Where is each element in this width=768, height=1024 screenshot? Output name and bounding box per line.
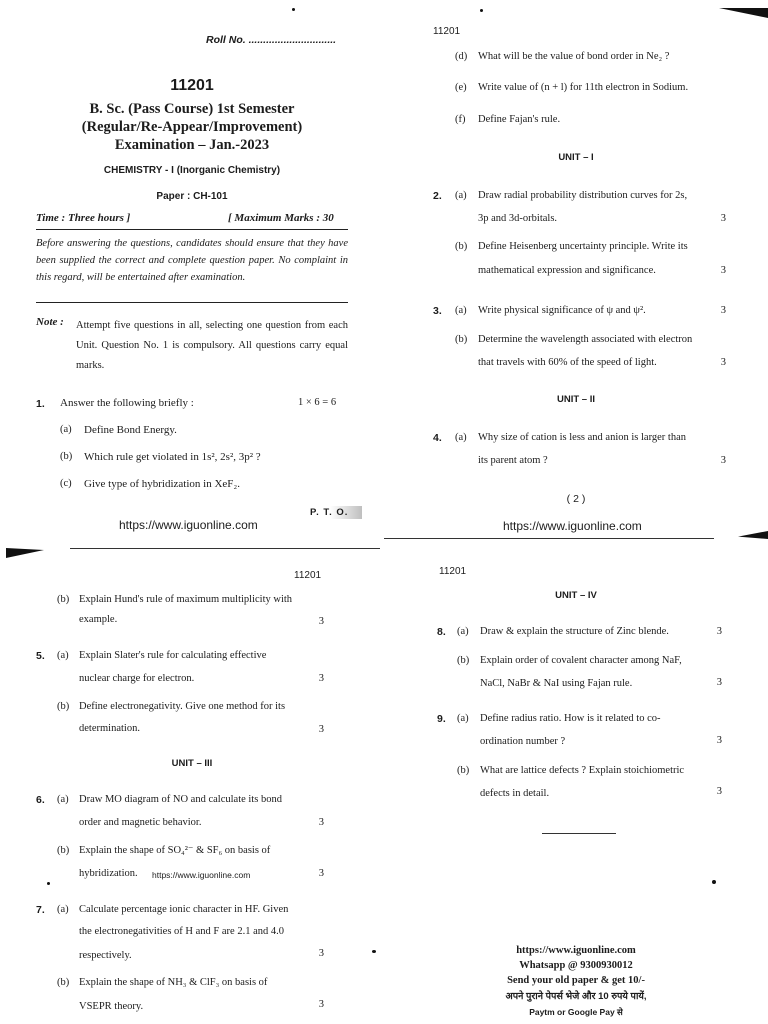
subquestion-label: (a) xyxy=(457,626,469,637)
question-marks: 3 xyxy=(720,305,726,316)
subquestion-label: (a) xyxy=(455,305,467,316)
unit-heading: UNIT – I xyxy=(558,152,594,163)
scan-speck xyxy=(480,9,483,12)
candidate-instruction: Before answering the questions, candidates should ensure that they have been supplied the correct and complete question paper. No complaint in this regard, will be entertained after examination. xyxy=(36,238,348,283)
subquestion-label: (f) xyxy=(455,114,466,125)
question-number: 2. xyxy=(433,190,442,202)
paper-code: 11201 xyxy=(170,77,214,94)
footer-payment: Paytm or Google Pay से xyxy=(529,1007,623,1017)
subquestion-text: Draw radial probability distribution curves for 2s, xyxy=(478,190,688,201)
page-number: ( 2 ) xyxy=(566,493,586,505)
subquestion-label: (a) xyxy=(457,713,469,724)
subquestion-text: Draw & explain the structure of Zinc blende. xyxy=(480,626,669,637)
pto-mark: P. T. O. xyxy=(308,506,362,519)
question-marks: 3 xyxy=(318,817,324,828)
scan-speck xyxy=(372,950,376,953)
question-marks: 3 xyxy=(318,724,324,735)
maximum-marks: [ Maximum Marks : 30 xyxy=(228,212,334,224)
subquestion-label: (b) xyxy=(57,845,70,856)
paper-id: Paper : CH-101 xyxy=(156,191,228,202)
subquestion-text: order and magnetic behavior. xyxy=(79,817,202,828)
question-marks: 3 xyxy=(720,455,726,466)
page-code: 11201 xyxy=(294,570,322,581)
subquestion-label: (d) xyxy=(455,51,468,62)
subquestion-label: (a) xyxy=(57,904,69,915)
subquestion-text: Calculate percentage ionic character in HF. Given xyxy=(79,904,289,915)
subquestion-text: Define Fajan's rule. xyxy=(478,114,561,125)
unit-heading: UNIT – IV xyxy=(555,590,597,601)
exam-date: Examination – Jan.-2023 xyxy=(114,137,270,153)
question-number: 8. xyxy=(437,626,446,638)
subquestion-label: (a) xyxy=(60,424,72,435)
page-4 xyxy=(384,545,768,1024)
subquestion-text: example. xyxy=(79,614,118,625)
subquestion-label: (c) xyxy=(60,478,72,489)
subquestion-label: (b) xyxy=(60,451,73,462)
subquestion-label: (b) xyxy=(455,334,468,345)
question-text: Answer the following briefly : xyxy=(60,397,194,409)
footer-hindi: अपने पुराने पेपर्स भेजे और 10 रुपये पायें, xyxy=(505,991,647,1002)
inline-url[interactable]: https://www.iguonline.com xyxy=(152,870,251,880)
subquestion-text: Draw MO diagram of NO and calculate its bond xyxy=(79,794,282,805)
note-label: Note : xyxy=(36,316,64,328)
header-divider xyxy=(36,229,348,230)
subquestion-text: VSEPR theory. xyxy=(79,1001,144,1012)
site-url[interactable]: https://www.iguonline.com xyxy=(503,519,642,533)
subquestion-text: ordination number ? xyxy=(480,736,566,747)
exam-type: (Regular/Re-Appear/Improvement) xyxy=(81,119,303,135)
subquestion-text: its parent atom ? xyxy=(478,455,548,466)
subquestion-text: Explain the shape of NH₃ & ClF₃ on basis of xyxy=(79,977,268,988)
subquestion-text: defects in detail. xyxy=(480,788,550,799)
footer-offer: Send your old paper & get 10/- xyxy=(507,975,645,986)
subquestion-text: Write physical significance of ψ and ψ². xyxy=(478,305,646,316)
question-number: 5. xyxy=(36,650,45,662)
subquestion-text: hybridization. xyxy=(79,868,138,879)
scan-speck xyxy=(47,882,50,885)
subquestion-text: What are lattice defects ? Explain stoichiometric xyxy=(480,765,685,776)
page-2 xyxy=(384,0,768,545)
scan-speck xyxy=(292,8,295,11)
subquestion-text: Define electronegativity. Give one method for its xyxy=(79,701,286,712)
scan-edge xyxy=(6,548,44,558)
unit-heading: UNIT – II xyxy=(556,394,595,405)
subquestion-label: (b) xyxy=(457,655,470,666)
question-marks: 3 xyxy=(720,213,726,224)
question-marks: 3 xyxy=(318,948,324,959)
subquestion-label: (a) xyxy=(57,794,69,805)
question-marks: 3 xyxy=(716,786,722,797)
subquestion-text: Determine the wavelength associated with electron xyxy=(478,334,693,345)
subject-title: CHEMISTRY - I (Inorganic Chemistry) xyxy=(103,165,281,176)
question-number: 4. xyxy=(433,432,442,444)
page-code: 11201 xyxy=(439,566,467,577)
subquestion-text: Write value of (n + l) for 11th electron in Sodium. xyxy=(478,82,689,93)
subquestion-text: Give type of hybridization in XeF₂. xyxy=(84,478,240,490)
subquestion-label: (b) xyxy=(457,765,470,776)
page-3 xyxy=(0,545,384,1024)
subquestion-text: Which rule get violated in 1s², 2s², 3p² ? xyxy=(84,451,261,463)
question-number: 9. xyxy=(437,713,446,725)
instruction-divider xyxy=(36,302,348,303)
subquestion-text: nuclear charge for electron. xyxy=(79,673,195,684)
course-title: B. Sc. (Pass Course) 1st Semester xyxy=(89,101,295,117)
question-number: 1. xyxy=(36,398,45,410)
subquestion-text: the electronegativities of H and F are 2.1 and 4.0 xyxy=(79,926,284,937)
question-number: 7. xyxy=(36,904,45,916)
question-marks: 3 xyxy=(318,868,324,879)
end-rule xyxy=(542,833,616,834)
scan-edge xyxy=(719,8,768,18)
unit-heading: UNIT – III xyxy=(171,758,213,769)
question-marks: 3 xyxy=(318,999,324,1010)
question-marks: 3 xyxy=(318,673,324,684)
page-1 xyxy=(0,0,384,545)
subquestion-label: (a) xyxy=(57,650,69,661)
subquestion-label: (a) xyxy=(455,432,467,443)
question-marks: 1 × 6 = 6 xyxy=(298,397,337,408)
subquestion-label: (e) xyxy=(455,82,467,93)
scan-line xyxy=(384,538,714,539)
question-marks: 3 xyxy=(720,265,726,276)
subquestion-text: Define radius ratio. How is it related to co- xyxy=(480,713,661,724)
scan-speck xyxy=(712,880,716,884)
question-marks: 3 xyxy=(318,616,324,627)
subquestion-text: Explain Hund's rule of maximum multiplicity with xyxy=(79,594,293,605)
footer-url[interactable]: https://www.iguonline.com xyxy=(516,945,636,956)
subquestion-text: What will be the value of bond order in Ne₂ ? xyxy=(478,51,670,62)
roll-no-field: Roll No. .............................. xyxy=(206,34,337,46)
scan-line xyxy=(70,548,380,549)
subquestion-text: that travels with 60% of the speed of light. xyxy=(478,357,657,368)
footer-whatsapp: Whatsapp @ 9300930012 xyxy=(519,960,633,971)
subquestion-label: (b) xyxy=(455,241,468,252)
subquestion-text: respectively. xyxy=(79,950,132,961)
subquestion-text: determination. xyxy=(79,723,140,734)
subquestion-label: (b) xyxy=(57,594,70,605)
note-text: Attempt five questions in all, selecting one question from each Unit. Question No. 1 is compulsory. All questions carry equal marks. xyxy=(76,320,348,371)
question-number: 3. xyxy=(433,305,442,317)
site-url[interactable]: https://www.iguonline.com xyxy=(119,518,258,532)
subquestion-text: Why size of cation is less and anion is larger than xyxy=(478,432,687,443)
subquestion-label: (a) xyxy=(455,190,467,201)
subquestion-text: mathematical expression and significance. xyxy=(478,265,656,276)
page-code: 11201 xyxy=(433,26,461,37)
subquestion-text: 3p and 3d-orbitals. xyxy=(478,213,558,224)
question-marks: 3 xyxy=(720,357,726,368)
time-allowed: Time : Three hours ] xyxy=(36,212,131,224)
subquestion-text: Explain Slater's rule for calculating effective xyxy=(79,650,267,661)
subquestion-label: (b) xyxy=(57,701,70,712)
question-marks: 3 xyxy=(716,677,722,688)
question-marks: 3 xyxy=(716,626,722,637)
subquestion-text: Explain order of covalent character among NaF, xyxy=(480,655,682,666)
subquestion-text: NaCl, NaBr & NaI using Fajan rule. xyxy=(480,678,633,689)
subquestion-text: Define Bond Energy. xyxy=(84,424,177,436)
question-marks: 3 xyxy=(716,735,722,746)
subquestion-label: (b) xyxy=(57,977,70,988)
subquestion-text: Explain the shape of SO₄²⁻ & SF₆ on basis of xyxy=(79,845,271,856)
subquestion-text: Define Heisenberg uncertainty principle. Write its xyxy=(478,241,688,252)
question-number: 6. xyxy=(36,794,45,806)
